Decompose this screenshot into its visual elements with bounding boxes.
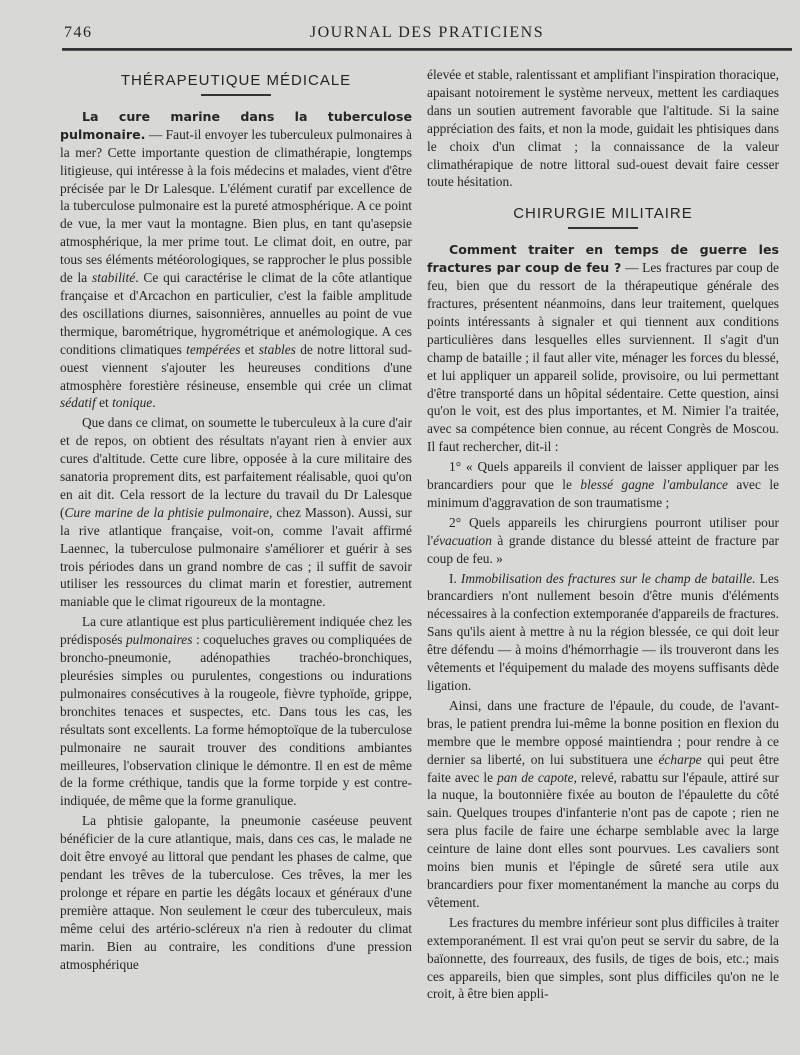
paragraph-1 xyxy=(60,108,412,412)
point-1 xyxy=(427,458,779,512)
header-rule xyxy=(62,48,792,51)
section-rule xyxy=(201,94,271,96)
article-title-cure-marine: La cure marine dans la tuberculose pulmonaire. xyxy=(60,108,412,142)
text-run: et xyxy=(95,395,113,411)
text-run: : coqueluches graves ou compliquées de broncho-pneumonie, adénopathies trachéo-bronchiques, pleurésies simples ou purulentes, congestions ou indurations pulmonaires consécutives à la rougeole, fièvre typhoïde, grippe, bronchites tenaces et suspectes, etc. Dans tous les cas, les résultats sont excellents. La forme hémoptoïque de la tuberculose pulmonaire ne saurait trouver des conditions ambiantes meilleures, l'observation clinique le démontre. Il en est de même de la forme créthique, tandis que la forme torpide y est contre-indiquée, de même que la forme granulique. xyxy=(60,632,412,809)
text-run: La cure atlantique est plus particulièrement indiquée chez les prédisposés xyxy=(60,614,412,648)
text-run: 2° Quels appareils les chirurgiens pourront utiliser pour l' xyxy=(427,514,779,548)
paragraph-continued: élevée et stable, ralentissant et amplifiant l'inspiration thoracique, apaisant notoirement le système nerveux, mettent les cardiaques dans un soutien autrement favorable que l'altitude. Si la saine appréciation des faits, et non la mode, guidait les phtisiques dans le choix d'un climat ; la connaissance de la valeur climathérapique de notre littoral sud-ouest devait faire cesser toute hésitation. xyxy=(427,67,779,190)
text-run: et xyxy=(240,341,259,357)
journal-title: JOURNAL DES PRATICIENS xyxy=(309,24,545,41)
paragraph-2 xyxy=(60,414,412,611)
paragraph-fractures xyxy=(427,241,779,456)
text-run: — Les fractures par coup de feu, bien que du ressort de la thérapeutique générale des fractures, présentent néanmoins, dans leur traitement, quelques points intéressants à signaler et qui tiennent aux conditions particulières dans lesquelles elles surviennent. Il s'agit d'un champ de bataille ; il faut aller vite, ménager les forces du blessé, et lui appliquer un appareil solide, provisoire, ou lui permettant d'être transporté dans un hôpital sédentaire. Cette question, ainsi qu'on le voit, est des plus importantes, et M. Nimier l'a traitée, avec sa compétence bien connue, au récent Congrès de Moscou. Il faut rechercher, dit-il : xyxy=(427,260,779,455)
paragraph-4: La phtisie galopante, la pneumonie caséeuse peuvent bénéficier de la cure atlantique, mais, dans ces cas, le malade ne doit être envoyé au littoral que pendant les phases de calme, que pendant les trêves de la tuberculose. Ces trêves, la mer les prolonge et répare en partie les dégâts locaux et généraux d'une première attaque. Non seulement le cœur des tuberculeux, mais même celui des artério-scléreux n'a rien à redouter du climat marin. Bien au contraire, les conditions d'une pression atmosphérique xyxy=(60,813,412,972)
italic-run: évacuation xyxy=(433,532,492,548)
text-run: , relevé, rabattu sur l'épaule, attiré sur la nuque, la boutonnière fixée au bouton de l'épaulette du côté sain. Quelques troupes d'infanterie n'ont pas de capote ; rien ne sera plus facile de faire une écharpe semblable avec la large ceinture de laine dont elles sont pourvues. Les cavaliers sont moins bien munis et l'épingle de sûreté sera utile aux brancardiers pour fixer momentanément la manche au corps du vêtement. xyxy=(427,769,779,910)
italic-run: écharpe xyxy=(658,751,702,767)
section-rule xyxy=(568,227,638,229)
text-run: de notre littoral sud-ouest viennent s'ajouter les heureuses conditions d'une atmosphère forestière résineuse, ensemble qui crée un climat xyxy=(60,341,412,393)
text-run: . xyxy=(152,395,156,411)
italic-run: stabilité xyxy=(92,270,136,286)
italic-run: pulmonaires xyxy=(125,632,193,648)
section-title-therapeutique: THÉRAPEUTIQUE MÉDICALE xyxy=(120,72,352,89)
text-run: . Ce qui caractérise le climat de la côte atlantique française et d'Arcachon en particulier, c'est la faible amplitude des oscillations diurnes, saisonnières, annuelles au point de vue thermique, barométrique, hygrométrique et anémologique. A ces conditions climatiques xyxy=(60,270,412,357)
text-run: Ainsi, dans une fracture de l'épaule, du coude, de l'avant-bras, le patient prendra lui-même la bonne position en flexion du membre que le membre opposé maintiendra ; pour rendre à ce dernier sa liberté, on lui substituera une xyxy=(427,697,779,767)
paragraph-ainsi xyxy=(427,697,779,912)
article-title-fractures: Comment traiter en temps de guerre les fractures par coup de feu ? xyxy=(427,242,779,276)
text-run: — Faut-il envoyer les tuberculeux pulmonaires à la mer? Cette importante question de climathérapie, longtemps litigieuse, qui intéresse à la fois médecins et malades, vient d'être précisée par le Dr Lalesque. L'élément curatif par excellence de la tuberculose pulmonaire est la pureté atmosphérique. A ce point de vue, la mer vaut la montagne. Bien plus, en tant qu'asepsie atmosphérique, la mer prime tout. Le climat doit, en outre, par tous ses éléments météorologiques, se rapprocher le plus possible de la xyxy=(60,126,412,286)
text-run: 1° « Quels appareils il convient de laisser appliquer par les brancardiers pour que le xyxy=(427,459,779,493)
left-column xyxy=(60,66,412,975)
text-run: I. xyxy=(449,570,461,586)
text-run: , chez Masson). Aussi, sur la rive atlantique française, voit-on, comme l'avait affirmé Laennec, la tuberculose pulmonaire s'améliorer et guérir à ses trois périodes dans un grand nombre de cas ; il suffit de savoir utiliser les ressources du climat marin et forestier, autrement maniable que le climat rigoureux de la montagne. xyxy=(60,504,413,610)
section-title-chirurgie: CHIRURGIE MILITAIRE xyxy=(513,205,693,223)
running-header xyxy=(62,24,792,48)
text-run: Les brancardiers n'ont nullement besoin d'être munis d'éléments nécessaires à la confection extemporanée d'appareils de fractures. Sans qu'ils aient à mettre à nu la région blessée, ce qui doit leur être défendu — à moins d'hémorrhagie — ils trouveront dans les vêtements et l'équipement du malade des moyens suffisants dède ligation. xyxy=(427,570,780,693)
italic-run: stables xyxy=(258,341,296,357)
italic-run: tempérées xyxy=(186,341,241,357)
point-2 xyxy=(427,514,779,568)
paragraph-last: Les fractures du membre inférieur sont plus difficiles à traiter extemporanément. Il est vrai qu'on peut se servir du sabre, de la baïonnette, des fourreaux, des fusils, de tiges de bois, etc.; mais ces appareils, bien que simples, sont plus difficiles qu'on ne le croit, à être bien appli- xyxy=(427,914,779,1002)
italic-run: pan de capote xyxy=(497,769,574,785)
subsection-1 xyxy=(427,570,779,695)
book-title: Cure marine de la phtisie pulmonaire xyxy=(64,504,269,520)
paragraph-3 xyxy=(60,613,412,810)
text-run: qui peut être faite avec le xyxy=(427,751,779,785)
text-run: Que dans ce climat, on soumette le tuberculeux à la cure d'air et de repos, on obtient des résultats n'ayant rien à envier aux cures d'altitude. Cette cure libre, opposée à la cure militaire des sanatoria proprement dits, est parfaitement réalisable, quoi qu'on en ait dit. Cela ressort de la lecture du travail du Dr Lalesque ( xyxy=(60,415,412,520)
italic-run: sédatif xyxy=(60,395,96,411)
subsection-title: Immobilisation des fractures sur le champ de bataille. xyxy=(460,570,756,586)
text-run: à grande distance du blessé atteint de fracture par coup de feu. » xyxy=(427,532,779,566)
italic-run: blessé gagne l'ambulance xyxy=(580,477,728,493)
italic-run: tonique xyxy=(112,395,153,411)
right-column xyxy=(427,66,779,1005)
text-run: avec le minimum d'aggravation de son traumatisme ; xyxy=(427,477,780,510)
page-number: 746 xyxy=(64,24,93,41)
